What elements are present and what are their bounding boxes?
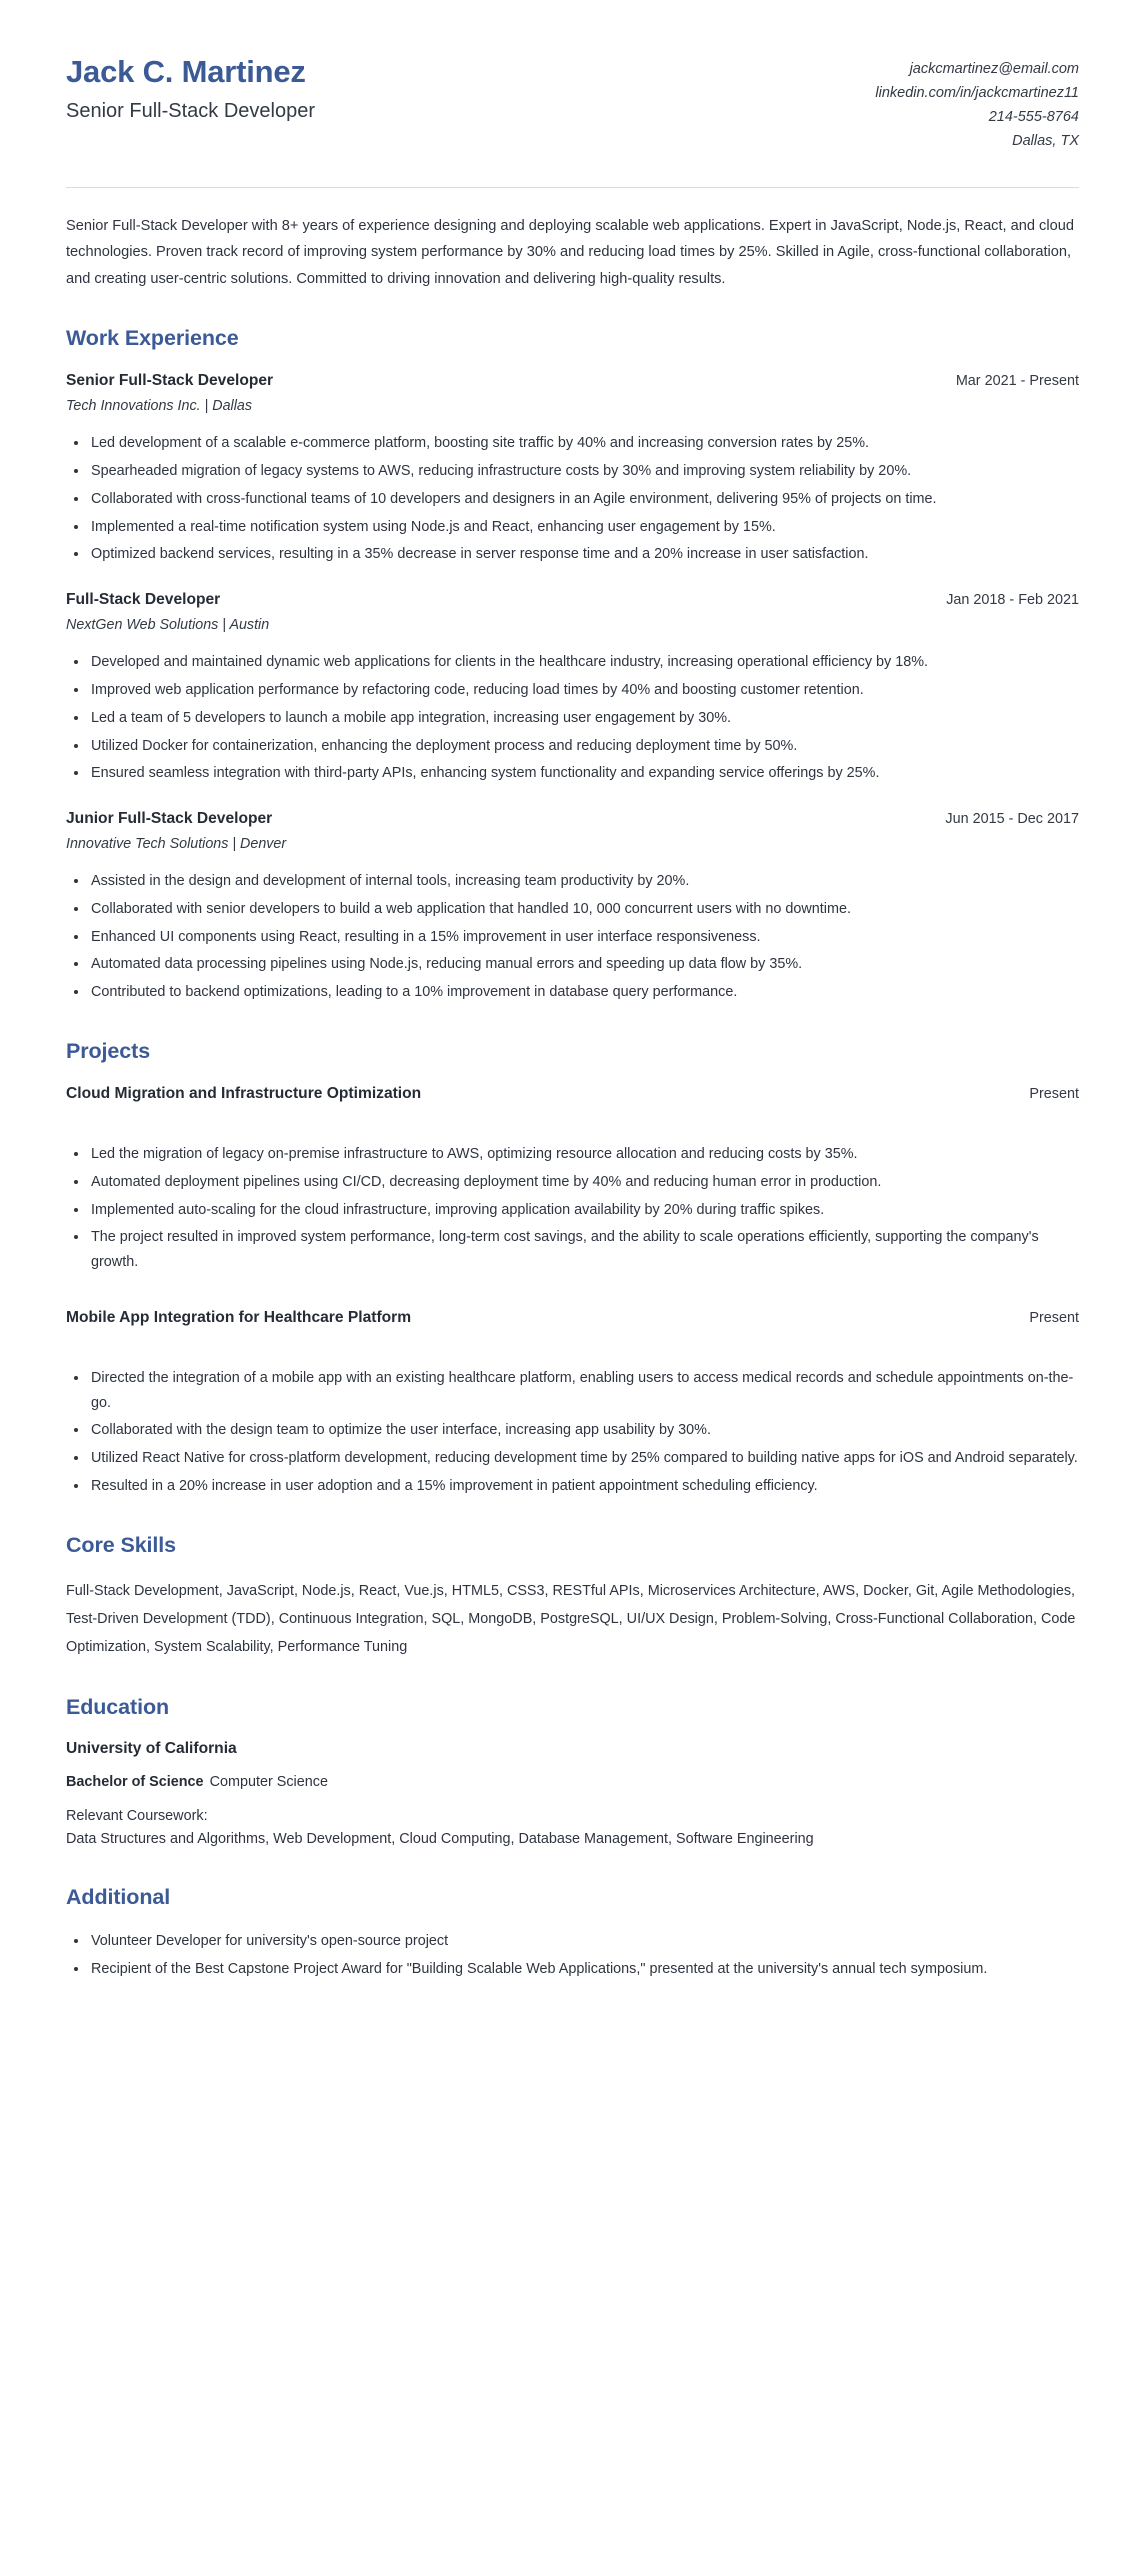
work-entry-role: Junior Full-Stack Developer [66,810,273,828]
bullet-item: Directed the integration of a mobile app with an existing healthcare platform, enabling users to access medical records and schedule appointments on-the-go. [66,1366,1079,1416]
bullet-item: Improved web application performance by refactoring code, reducing load times by 40% and boosting customer retention. [66,678,1079,703]
project-entry [66,1307,1079,1499]
bullet-item: Automated deployment pipelines using CI/CD, decreasing deployment time by 40% and reducing human error in production. [66,1170,1079,1195]
work-entry-organization: Innovative Tech Solutions | Denver [66,836,287,853]
work-entry-head [66,370,1079,391]
additional-bullets [66,1929,1079,1982]
bullet-item: Spearheaded migration of legacy systems to AWS, reducing infrastructure costs by 30% and improving system reliability by 20%. [66,459,1079,484]
education-field: Computer Science [209,1774,328,1791]
bullet-item: Ensured seamless integration with third-party APIs, enhancing system functionality and expanding service offerings by 25%. [66,761,1079,786]
work-entry-bullets [66,650,1079,786]
education-school: University of California [66,1739,237,1757]
work-entry-bullets [66,431,1079,567]
section-title-projects: Projects [66,1039,151,1063]
bullet-item: Optimized backend services, resulting in a 35% decrease in server response time and a 20% increase in user satisfaction. [66,542,1079,567]
bullet-item: Led development of a scalable e-commerce platform, boosting site traffic by 40% and increasing conversion rates by 25%. [66,431,1079,456]
bullet-item: Developed and maintained dynamic web applications for clients in the healthcare industry, increasing operational efficiency by 18%. [66,650,1079,675]
header-divider [66,187,1079,188]
project-entry-date: Present [1029,1086,1079,1102]
contact-linkedin[interactable]: linkedin.com/in/jackcmartinez11 [875,84,1079,101]
section-education [66,1695,1079,1851]
work-entry-role: Senior Full-Stack Developer [66,372,274,390]
education-coursework-label: Relevant Coursework: [66,1807,208,1824]
contact-block [875,52,1079,154]
professional-summary: Senior Full-Stack Developer with 8+ years of experience designing and deploying scalable web applications. Expert in JavaScript, Node.js, React, and cloud technologies. Proven track record of improving system performance by 30% and reducing load times by 25%. Skilled in Agile, cross-functional collaboration, and creating user-centric solutions. Committed to driving innovation and delivering high-quality results. [66,217,1074,287]
section-title-core-skills: Core Skills [66,1532,177,1557]
project-entry-date: Present [1029,1309,1079,1326]
work-entry-head [66,589,1079,610]
resume-header [66,48,1079,154]
contact-email[interactable]: jackcmartinez@email.com [909,61,1079,77]
bullet-item: Implemented a real-time notification system using Node.js and React, enhancing user engagement by 15%. [66,515,1079,540]
section-title-additional: Additional [66,1885,171,1910]
section-title-work-experience: Work Experience [66,326,239,351]
bullet-item: Automated data processing pipelines using Node.js, reducing manual errors and speeding up data flow by 35%. [66,952,1079,977]
project-entry-head [66,1307,1079,1328]
work-entry [66,589,1079,786]
work-entry [66,808,1079,1005]
bullet-item: Implemented auto-scaling for the cloud infrastructure, improving application availability by 20% during traffic spikes. [66,1198,1079,1223]
work-entry-date: Mar 2021 - Present [955,373,1079,390]
education-entry [66,1739,1079,1851]
bullet-item: Utilized React Native for cross-platform development, reducing development time by 25% compared to building native apps for iOS and Android separately. [66,1446,1079,1471]
work-entry-role: Full-Stack Developer [66,591,221,609]
bullet-item: Utilized Docker for containerization, enhancing the deployment process and reducing deployment time by 50%. [66,734,1079,759]
project-entry-name: Mobile App Integration for Healthcare Platform [66,1308,412,1326]
project-entry-head [66,1083,1079,1104]
work-entry-organization: Tech Innovations Inc. | Dallas [66,398,252,415]
bullet-item: Assisted in the design and development of internal tools, increasing team productivity by 20%. [66,869,1079,894]
work-entry-bullets [66,869,1079,1005]
project-entry-name: Cloud Migration and Infrastructure Optimization [66,1085,422,1102]
bullet-item: Volunteer Developer for university's open-source project [66,1929,1079,1954]
section-projects [66,1039,1079,1499]
work-entry-head [66,808,1079,829]
section-core-skills [66,1533,1079,1661]
education-degree-line [66,1772,1079,1794]
work-entry-date: Jan 2018 - Feb 2021 [946,592,1079,609]
bullet-item: Collaborated with the design team to optimize the user interface, increasing app usability by 30%. [66,1418,1079,1443]
candidate-name: Jack C. Martinez [66,54,306,89]
education-degree: Bachelor of Science [66,1774,204,1791]
bullet-item: Contributed to backend optimizations, leading to a 10% improvement in database query performance. [66,980,1079,1005]
contact-location: Dallas, TX [1012,132,1079,149]
education-coursework-list: Data Structures and Algorithms, Web Development, Cloud Computing, Database Management, Software Engineering [66,1831,814,1848]
work-entry-date: Jun 2015 - Dec 2017 [945,811,1079,828]
section-title-education: Education [66,1694,170,1719]
bullet-item: Led the migration of legacy on-premise infrastructure to AWS, optimizing resource allocation and reducing costs by 35%. [66,1142,1079,1167]
bullet-item: Enhanced UI components using React, resulting in a 15% improvement in user interface responsiveness. [66,925,1079,950]
bullet-item: Resulted in a 20% increase in user adoption and a 15% improvement in patient appointment scheduling efficiency. [66,1474,1079,1499]
work-entry-organization: NextGen Web Solutions | Austin [66,617,270,634]
bullet-item: Recipient of the Best Capstone Project Award for "Building Scalable Web Applications," presented at the university's annual tech symposium. [66,1957,1079,1982]
bullet-item: Collaborated with senior developers to build a web application that handled 10, 000 concurrent users with no downtime. [66,897,1079,922]
project-entry [66,1083,1079,1275]
bullet-item: Led a team of 5 developers to launch a mobile app integration, increasing user engagement by 30%. [66,706,1079,731]
project-entry-bullets [66,1366,1079,1499]
section-work-experience [66,326,1079,1005]
work-entry [66,370,1079,567]
contact-phone[interactable]: 214-555-8764 [988,108,1079,125]
project-entry-bullets [66,1142,1079,1275]
core-skills-list: Full-Stack Development, JavaScript, Node.js, React, Vue.js, HTML5, CSS3, RESTful APIs, Microservices Architecture, AWS, Docker, Git, Agile Methodologies, Test-Driven Development (TDD), Continuous Integration, SQL, MongoDB, PostgreSQL, UI/UX Design, Problem-Solving, Cross-Functional Collaboration, Code Optimization, System Scalability, Performance Tuning [66,1582,1076,1655]
section-additional [66,1885,1079,1982]
bullet-item: The project resulted in improved system performance, long-term cost savings, and the ability to scale operations efficiently, supporting the company's growth. [66,1225,1079,1275]
bullet-item: Collaborated with cross-functional teams of 10 developers and designers in an Agile environment, delivering 95% of projects on time. [66,487,1079,512]
identity-block [66,52,315,123]
candidate-job-title: Senior Full-Stack Developer [66,99,315,122]
